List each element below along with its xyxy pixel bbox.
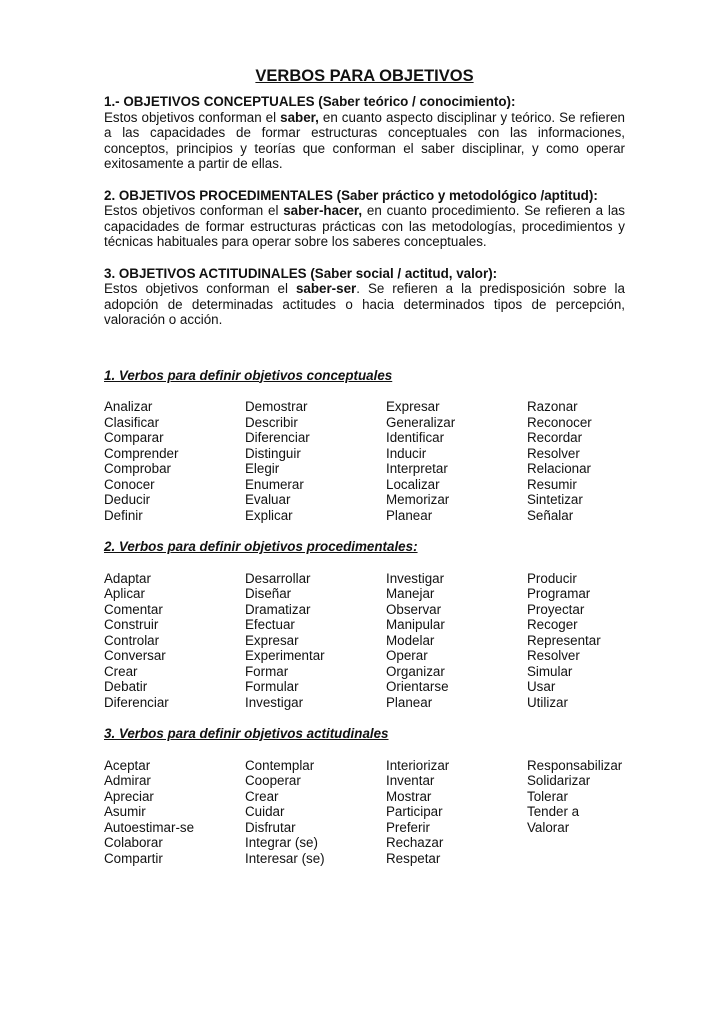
verb-item: Crear [104,663,138,679]
description-text: . Se refieren a la predisposición sobre la adopción de determinadas actitudes o hacia determinados tipos de percepción, valoración o acción. [104,281,625,327]
verb-item: Manejar [386,586,435,601]
description-text: en cuanto procedimiento. Se refieren a las capacidades de formar estructuras prácticas con las metodologías, procedimientos y técnicas habituales para operar sobre los saberes conceptuales. [104,203,625,249]
verb-item: Experimentar [245,648,325,663]
verb-item: Construir [104,617,159,632]
verb-item: Memorizar [386,492,450,507]
verb-item: Apreciar [104,788,154,804]
verb-item: Autoestimar-se [104,819,195,835]
verb-item: Proyectar [527,601,585,617]
verb-item: Producir [527,570,577,586]
verb-list-title: 1. Verbos para definir objetivos conceptuales [104,367,393,383]
verb-item: Razonar [527,399,578,414]
verb-item: Rechazar [386,835,444,850]
verb-item: Interiorizar [386,757,450,773]
description-keyword: saber-hacer, [283,203,363,218]
verb-column [104,399,245,523]
verb-item: Resumir [527,476,577,492]
verb-item: Asumir [104,804,146,819]
verb-item: Aceptar [104,757,151,773]
section-description [104,281,625,328]
verb-column [104,571,245,711]
description-text: Estos objetivos conforman el [104,203,284,218]
verb-item: Adaptar [104,570,151,586]
section-heading: 2. OBJETIVOS PROCEDIMENTALES (Saber práctico y metodológico /aptitud): [104,187,598,203]
verb-grid [104,758,625,867]
verb-column [386,571,527,711]
verb-item: Operar [386,648,428,663]
verb-column [527,571,627,711]
verb-list-title: 3. Verbos para definir objetivos actitudinales [104,726,389,741]
verb-item: Conocer [104,476,155,492]
verb-item: Desarrollar [245,570,311,586]
verb-item: Describir [245,414,298,430]
verb-item: Responsabilizar [527,757,623,773]
section-heading: 1.- OBJETIVOS CONCEPTUALES (Saber teórico / conocimiento): [104,94,516,109]
verb-item: Tolerar [527,788,568,804]
verb-item: Cooperar [245,773,301,788]
verb-item: Diferenciar [104,694,169,710]
verb-item: Debatir [104,679,148,694]
verb-item: Usar [527,679,556,694]
verb-item: Mostrar [386,788,432,804]
verb-item: Interesar (se) [245,850,325,866]
objective-section [104,94,625,172]
verb-item: Comprobar [104,461,171,476]
verb-item: Representar [527,632,601,648]
verb-column [527,758,627,867]
verb-item: Utilizar [527,694,568,710]
description-keyword: saber, [280,109,319,125]
verb-item: Conversar [104,648,166,663]
verb-grid [104,571,625,711]
verb-item: Dramatizar [245,601,311,617]
verb-item: Expresar [386,399,440,414]
verb-item: Formular [245,679,299,694]
verb-item: Sintetizar [527,492,583,507]
verb-item: Efectuar [245,617,295,632]
verb-item: Analizar [104,399,153,414]
verb-item: Inducir [386,445,427,461]
verb-item: Distinguir [245,445,301,461]
verb-item: Señalar [527,507,574,523]
verb-item: Tender a [527,804,580,819]
verb-item: Respetar [386,850,441,866]
verb-column [386,758,527,867]
verb-item: Controlar [104,632,160,648]
verb-item: Comparar [104,430,164,445]
verb-item: Admirar [104,773,151,788]
verb-item: Interpretar [386,461,448,476]
verb-item: Identificar [386,430,445,445]
verb-item: Expresar [245,632,299,648]
verb-item: Investigar [245,694,304,710]
verb-item: Solidarizar [527,773,591,788]
verb-column [104,758,245,867]
verb-item: Planear [386,694,433,710]
verb-item: Comentar [104,601,163,617]
verb-item: Programar [527,586,591,601]
verb-item: Aplicar [104,586,145,601]
verb-item: Comprender [104,445,179,461]
verb-item: Elegir [245,461,280,476]
verb-item: Diferenciar [245,430,310,445]
verb-item: Resolver [527,648,580,663]
verb-list-title: 2. Verbos para definir objetivos procedimentales: [104,539,418,554]
verb-item: Preferir [386,819,430,835]
objective-section [104,266,625,328]
verb-item: Relacionar [527,461,592,476]
verb-item: Orientarse [386,679,449,694]
verb-item: Disfrutar [245,819,296,835]
verb-grid [104,399,625,523]
verb-item: Clasificar [104,414,160,430]
verb-item: Demostrar [245,399,308,414]
section-description [104,203,625,250]
verb-item: Colaborar [104,835,163,850]
verb-item: Inventar [386,773,435,788]
verb-item: Generalizar [386,414,456,430]
description-text: Estos objetivos conforman el [104,109,281,125]
verb-column [245,399,386,523]
verb-item: Manipular [386,617,445,632]
page-title: VERBOS PARA OBJETIVOS [255,67,474,85]
verb-item: Localizar [386,476,440,492]
description-text: Estos objetivos conforman el [104,281,296,296]
verb-column [245,571,386,711]
verb-item: Deducir [104,492,151,507]
verb-item: Integrar (se) [245,835,318,850]
verb-item: Evaluar [245,492,291,507]
section-heading: 3. OBJETIVOS ACTITUDINALES (Saber social / actitud, valor): [104,265,498,281]
verb-item: Contemplar [245,757,315,773]
verb-column [245,758,386,867]
verb-item: Formar [245,663,289,679]
verb-item: Recoger [527,617,578,632]
verb-item: Valorar [527,819,570,835]
verb-item: Observar [386,601,442,617]
objective-section [104,188,625,250]
verb-item: Investigar [386,570,445,586]
verb-item: Organizar [386,663,445,679]
verb-item: Planear [386,507,433,523]
verb-item: Definir [104,507,143,523]
description-keyword: saber-ser [295,281,357,296]
verb-item: Compartir [104,850,163,866]
verb-column [386,399,527,523]
verb-item: Enumerar [245,476,304,492]
verb-item: Cuidar [245,804,285,819]
section-description [104,110,625,172]
verb-column [527,399,627,523]
verb-item: Resolver [527,445,580,461]
verb-item: Recordar [527,430,583,445]
description-text: en cuanto aspecto disciplinar y teórico. Se refieren a las capacidades de formar estructuras conceptuales con las informaciones, conceptos, principios y teorías que conforman el saber disciplinar, y como operar exitosamente a partir de ellas. [104,109,625,171]
verb-item: Reconocer [527,414,592,430]
verb-item: Crear [245,788,279,804]
verb-item: Simular [527,663,573,679]
verb-item: Explicar [245,507,293,523]
verb-item: Diseñar [245,586,292,601]
document-page [104,66,625,882]
verb-item: Participar [386,804,443,819]
verb-item: Modelar [386,632,435,648]
